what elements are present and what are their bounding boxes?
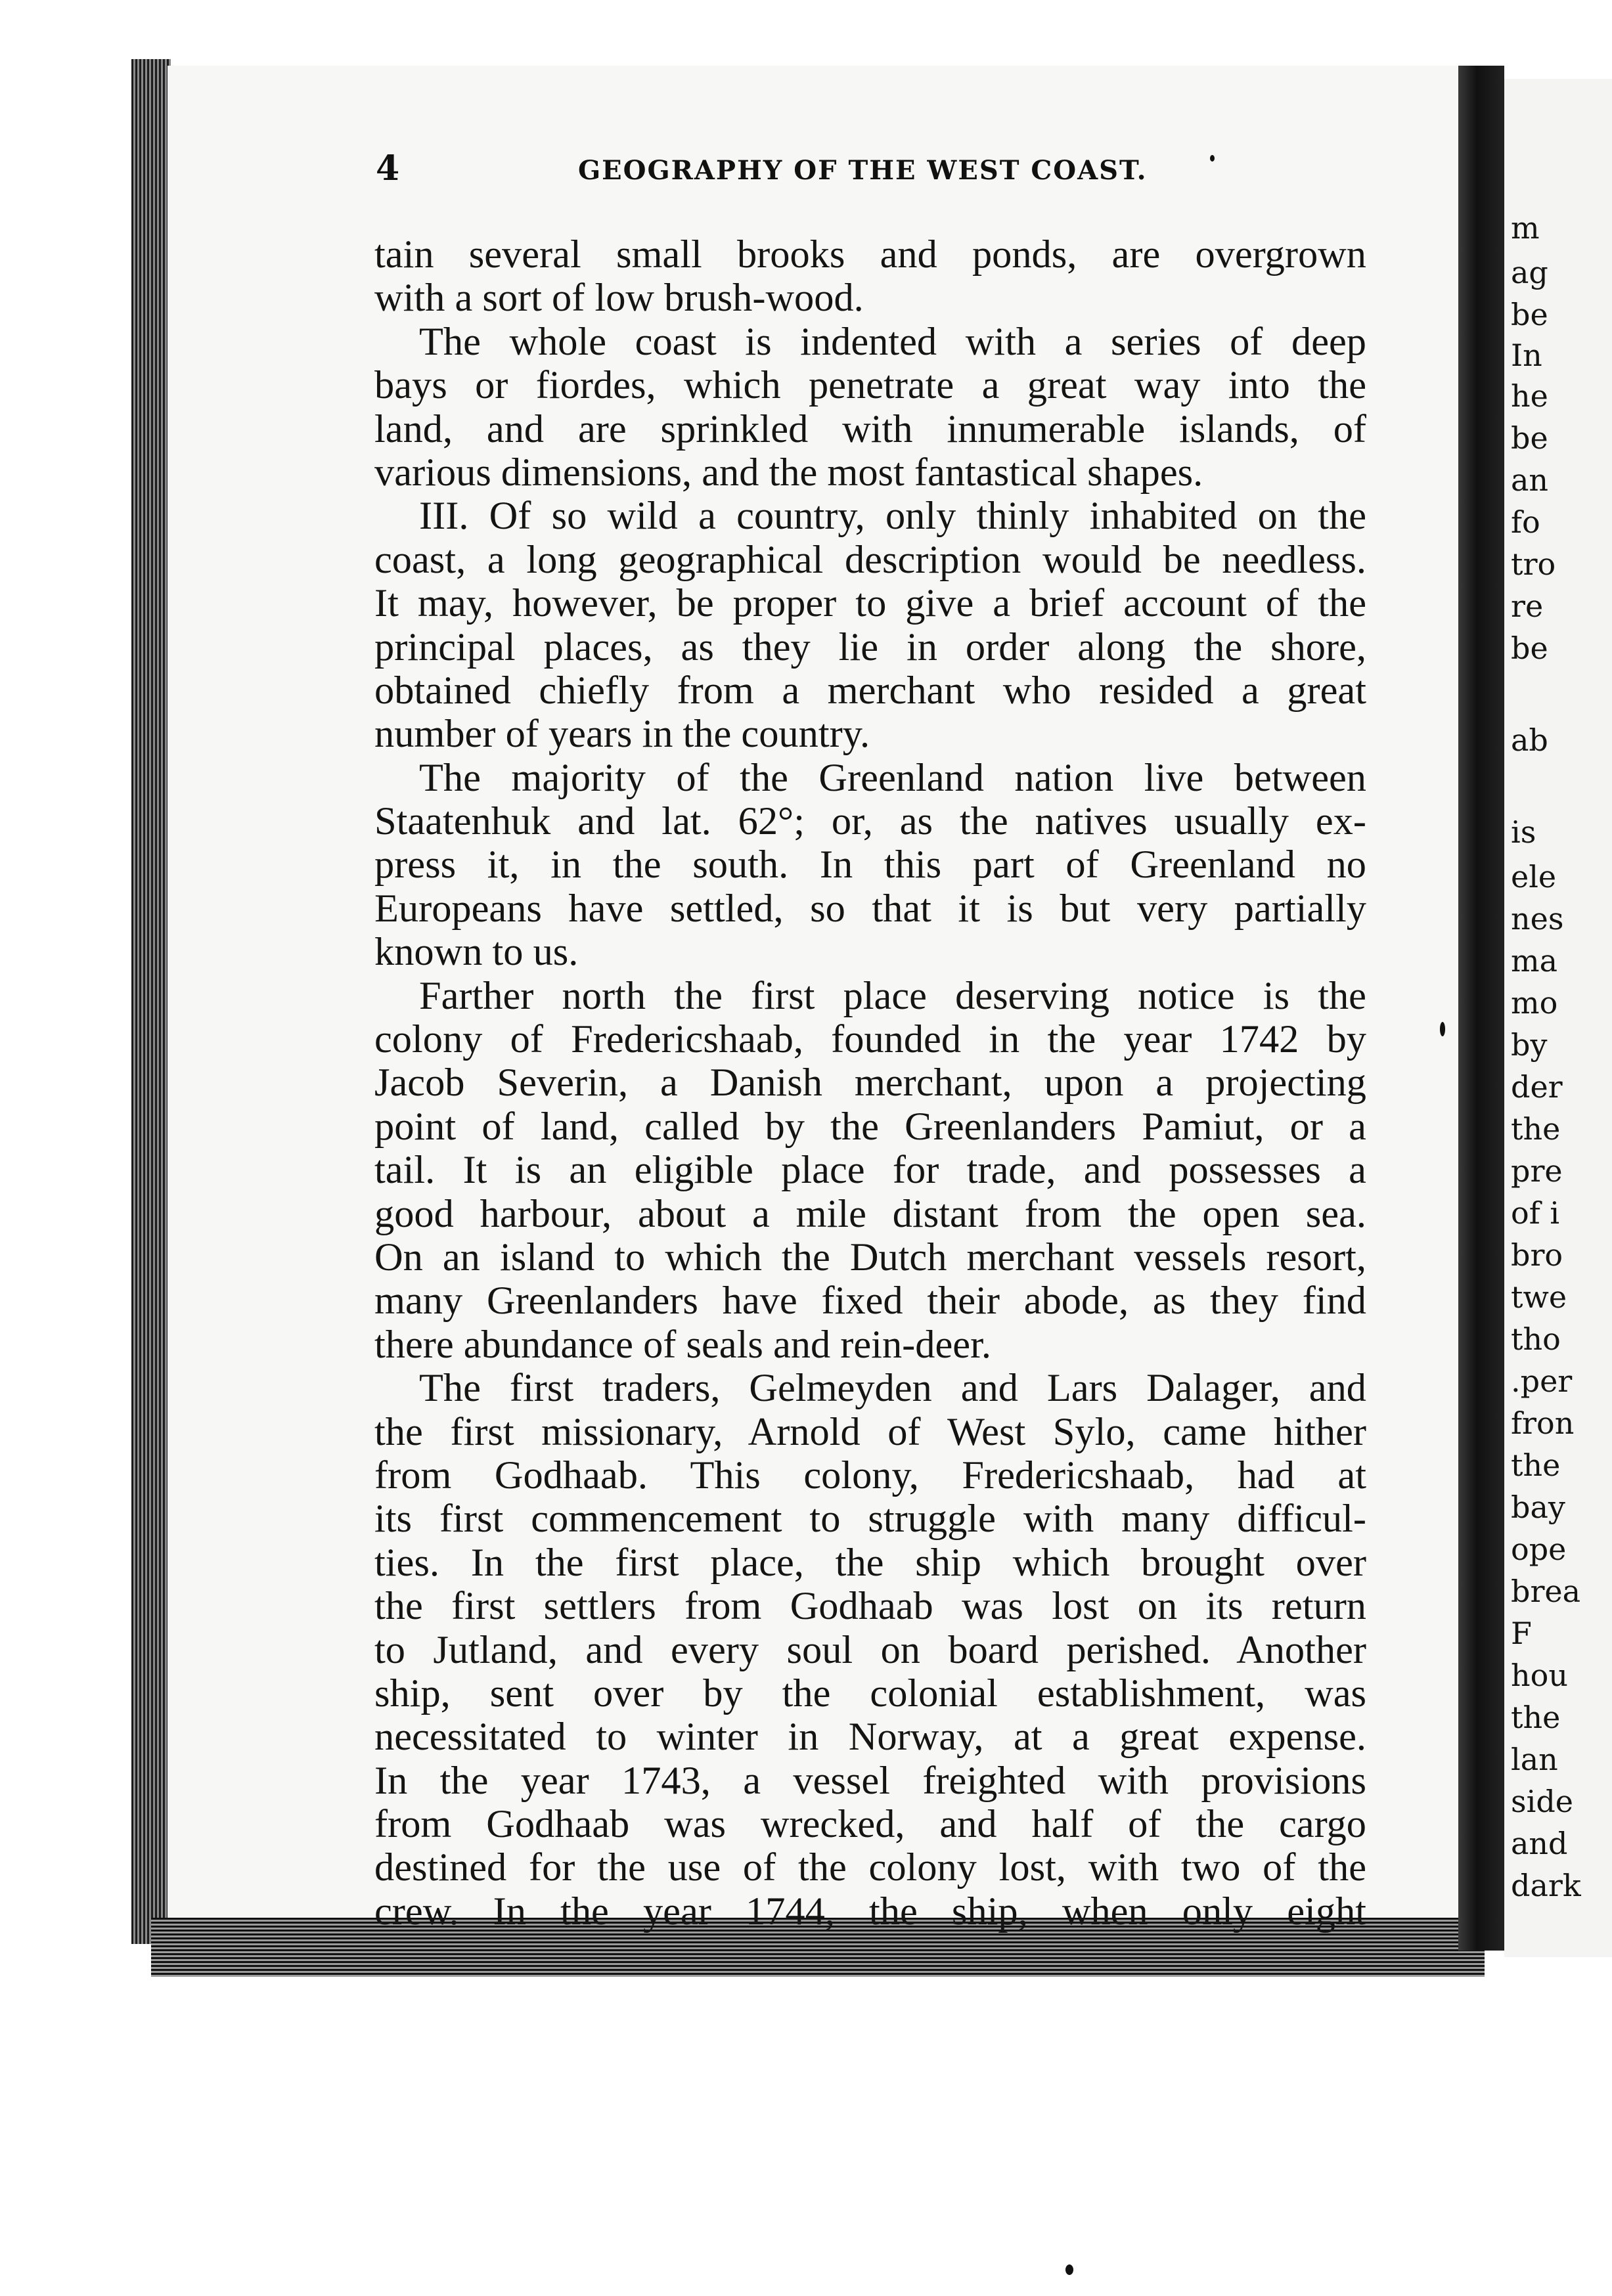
text-line: The whole coast is indented with a series of deep xyxy=(419,319,1366,364)
text-line: various dimensions, and the most fantastical shapes. xyxy=(374,450,1203,495)
text-line: necessitated to winter in Norway, at a great expense. xyxy=(374,1715,1366,1759)
ink-speck xyxy=(1065,2264,1073,2275)
text-line: the first settlers from Godhaab was lost on its return xyxy=(374,1584,1366,1629)
facing-page-fragment: ope xyxy=(1511,1532,1567,1567)
text-line: with a sort of low brush-wood. xyxy=(374,276,864,320)
text-line: Farther north the first place deserving notice is the xyxy=(419,973,1366,1018)
text-line: colony of Fredericshaab, founded in the year 1742 by xyxy=(374,1017,1366,1062)
facing-page-fragment: and xyxy=(1511,1826,1568,1861)
text-line: ties. In the first place, the ship which brought over xyxy=(374,1540,1366,1585)
facing-page-fragment: the xyxy=(1511,1700,1561,1735)
text-line: It may, however, be proper to give a brief account of the xyxy=(374,581,1366,626)
facing-page-fragment: of i xyxy=(1511,1195,1560,1231)
text-line: from Godhaab was wrecked, and half of the cargo xyxy=(374,1802,1366,1847)
facing-page-fragment: tro xyxy=(1511,546,1556,582)
facing-page-fragment: ma xyxy=(1511,943,1558,979)
text-line: tail. It is an eligible place for trade, and possesses a xyxy=(374,1148,1366,1193)
facing-page-fragment: be xyxy=(1511,420,1548,456)
facing-page-fragment: by xyxy=(1511,1027,1548,1063)
text-line: The majority of the Greenland nation live between xyxy=(419,755,1366,800)
left-page-edges xyxy=(131,59,171,1944)
text-line: Europeans have settled, so that it is but very partially xyxy=(374,886,1366,931)
text-line: the first missionary, Arnold of West Sylo, came hither xyxy=(374,1409,1366,1454)
facing-page-fragment: In xyxy=(1511,338,1542,373)
text-line: crew. In the year 1744, the ship, when only eight xyxy=(374,1889,1366,1933)
facing-page-fragment: lan xyxy=(1511,1742,1558,1777)
text-line: there abundance of seals and rein-deer. xyxy=(374,1322,991,1367)
facing-page-fragment: re xyxy=(1511,588,1544,624)
facing-page-fragment: ele xyxy=(1511,859,1557,894)
text-line: point of land, called by the Greenlanders Pamiut, or a xyxy=(374,1104,1366,1149)
facing-page-fragment: ab xyxy=(1511,722,1548,758)
running-head-title: GEOGRAPHY OF THE WEST COAST. xyxy=(578,155,1148,186)
facing-page-fragment: be xyxy=(1511,630,1548,666)
facing-page-fragment: be xyxy=(1511,297,1548,332)
facing-page-fragment: pre xyxy=(1511,1153,1563,1189)
text-line: On an island to which the Dutch merchant vessels resort, xyxy=(374,1235,1366,1279)
facing-page-fragment: F xyxy=(1511,1616,1532,1651)
facing-page-fragment: side xyxy=(1511,1784,1573,1819)
facing-page-fragment: the xyxy=(1511,1111,1561,1147)
facing-page-fragment: mo xyxy=(1511,985,1558,1021)
text-line: number of years in the country. xyxy=(374,712,870,757)
facing-page-fragment: an xyxy=(1511,462,1549,498)
facing-page-fragment: dark xyxy=(1511,1868,1581,1903)
facing-page-fragment: twe xyxy=(1511,1279,1567,1315)
facing-page-fragment: der xyxy=(1511,1069,1563,1105)
facing-page-fragment: bro xyxy=(1511,1237,1563,1273)
facing-page-fragment: m xyxy=(1511,210,1540,246)
text-line: press it, in the south. In this part of Greenland no xyxy=(374,843,1366,887)
page-number: 4 xyxy=(376,148,400,188)
text-line: from Godhaab. This colony, Fredericshaab, had at xyxy=(374,1453,1366,1497)
text-line: Staatenhuk and lat. 62°; or, as the natives usually ex- xyxy=(374,799,1366,844)
text-line: obtained chiefly from a merchant who resided a great xyxy=(374,668,1366,713)
facing-page-edge xyxy=(1504,79,1612,1957)
text-line: many Greenlanders have fixed their abode, as they find xyxy=(374,1279,1366,1323)
ink-speck xyxy=(1210,155,1215,162)
text-line: land, and are sprinkled with innumerable islands, of xyxy=(374,407,1366,451)
facing-page-fragment: .per xyxy=(1511,1363,1573,1399)
text-line: destined for the use of the colony lost, with two of the xyxy=(374,1845,1366,1890)
facing-page-fragment: is xyxy=(1511,814,1536,850)
text-line: The first traders, Gelmeyden and Lars Dalager, and xyxy=(419,1366,1366,1411)
facing-page-fragment: the xyxy=(1511,1447,1561,1483)
facing-page-fragment: brea xyxy=(1511,1574,1581,1609)
facing-page-fragment: bay xyxy=(1511,1490,1565,1525)
facing-page-fragment: nes xyxy=(1511,901,1564,937)
text-line: ship, sent over by the colonial establishment, was xyxy=(374,1671,1366,1715)
facing-page-fragment: ag xyxy=(1511,255,1548,290)
text-line: known to us. xyxy=(374,930,579,975)
facing-page-fragment: fo xyxy=(1511,504,1540,540)
facing-page-fragment: hou xyxy=(1511,1658,1568,1693)
facing-page-fragment: fron xyxy=(1511,1405,1575,1441)
text-line: principal places, as they lie in order along the shore, xyxy=(374,625,1366,669)
text-line: to Jutland, and every soul on board perished. Another xyxy=(374,1627,1366,1672)
book-gutter xyxy=(1458,66,1504,1951)
body-text xyxy=(374,233,1366,1933)
text-line: Jacob Severin, a Danish merchant, upon a projecting xyxy=(374,1061,1366,1105)
facing-page-fragment: tho xyxy=(1511,1321,1561,1357)
text-line: its first commencement to struggle with many difficul- xyxy=(374,1497,1366,1541)
text-line: coast, a long geographical description would be needless. xyxy=(374,537,1366,582)
text-line: In the year 1743, a vessel freighted with provisions xyxy=(374,1758,1366,1803)
text-line: III. Of so wild a country, only thinly inhabited on the xyxy=(419,494,1366,539)
text-line: tain several small brooks and ponds, are overgrown xyxy=(374,232,1366,276)
facing-page-fragment: he xyxy=(1511,378,1548,414)
text-line: bays or fiordes, which penetrate a great way into the xyxy=(374,363,1366,408)
ink-speck xyxy=(1440,1022,1445,1036)
text-line: good harbour, about a mile distant from the open sea. xyxy=(374,1191,1366,1236)
